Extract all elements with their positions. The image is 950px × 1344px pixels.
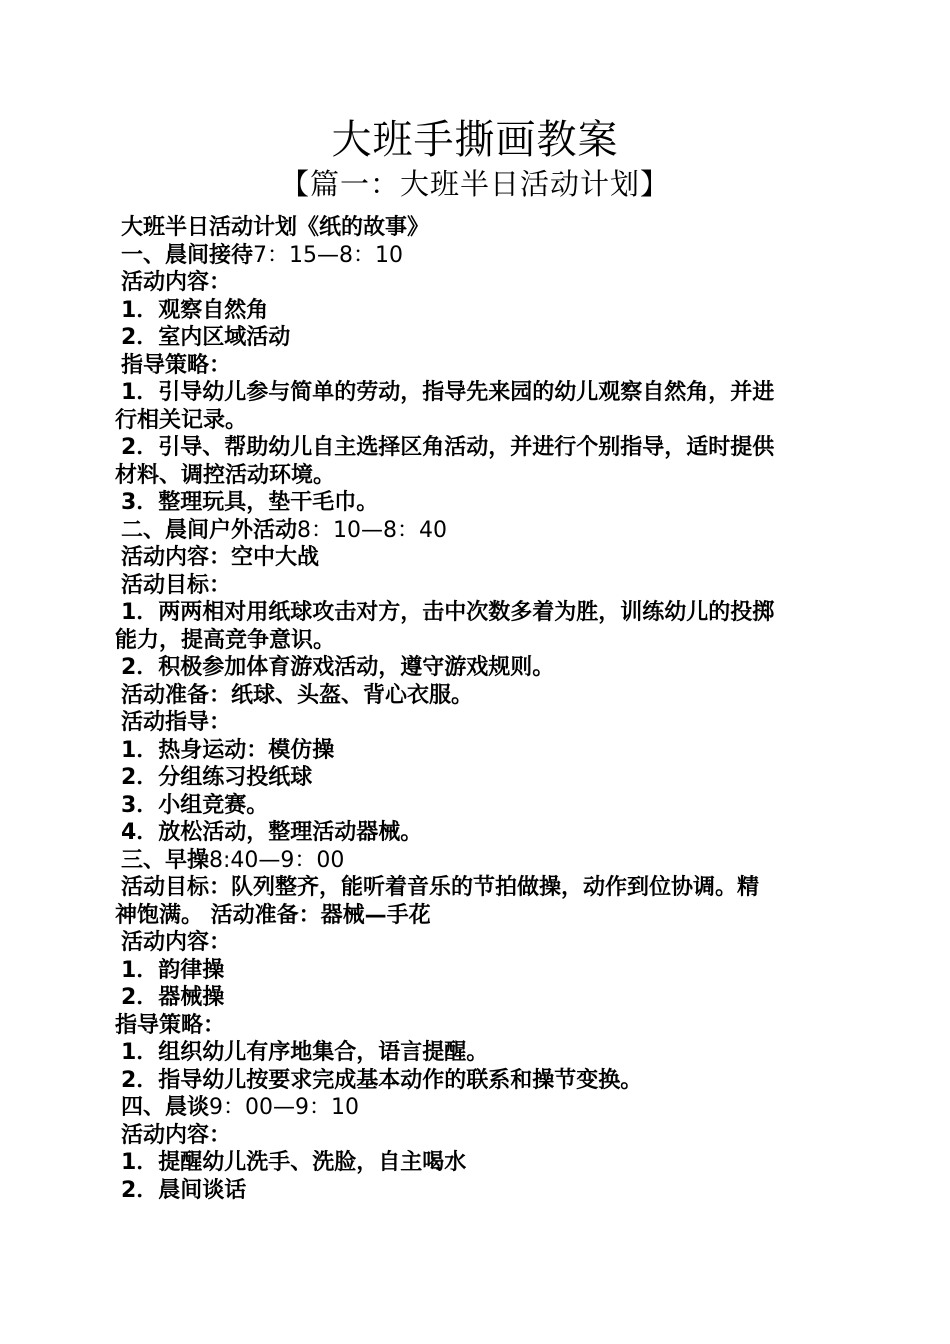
text-line	[115, 792, 835, 820]
line-text: 2．晨间谈话	[121, 1177, 247, 1203]
text-line	[115, 1177, 835, 1205]
text-line	[115, 1149, 835, 1177]
text-line	[115, 214, 835, 242]
line-text: 1．观察自然角	[121, 297, 269, 323]
line-text: 活动内容：	[121, 1122, 232, 1148]
line-text: 2．分组练习投纸球	[121, 765, 313, 790]
text-line	[115, 957, 835, 985]
text-line	[115, 1094, 835, 1122]
line-text: 活动准备：纸球、头盔、背心衣服。	[121, 682, 474, 708]
time-range: 9：00—9：10	[209, 1095, 359, 1120]
line-text: 2．引导、帮助幼儿自主选择区角活动，并进行个别指导，适时提供	[121, 435, 775, 460]
text-line	[115, 764, 835, 792]
line-text: 指导策略：	[121, 352, 232, 378]
text-line	[115, 297, 835, 325]
text-line	[115, 434, 835, 462]
text-line	[115, 1067, 835, 1095]
text-line	[115, 902, 835, 930]
line-text: 三、早操	[121, 847, 210, 873]
line-text: 1．组织幼儿有序地集合，语言提醒。	[121, 1040, 489, 1065]
text-line	[115, 242, 835, 270]
text-line	[115, 489, 835, 517]
text-line	[115, 572, 835, 600]
line-text: 3．整理玩具，垫干毛巾。	[121, 490, 379, 515]
line-text: 神饱满。 活动准备：器械—手花	[115, 902, 431, 928]
line-text: 一、晨间接待	[121, 242, 254, 268]
line-text: 2．器械操	[121, 985, 225, 1010]
line-text: 1．韵律操	[121, 957, 225, 983]
text-line	[115, 929, 835, 957]
line-text: 二、晨间户外活动	[121, 517, 298, 543]
line-text: 1．提醒幼儿洗手、洗脸，自主喝水	[121, 1150, 467, 1175]
line-text: 四、晨谈	[121, 1095, 210, 1120]
text-line	[115, 324, 835, 352]
line-text: 活动内容：	[121, 930, 232, 955]
line-text: 活动目标：	[121, 572, 232, 598]
line-text: 2．指导幼儿按要求完成基本动作的联系和操节变换。	[121, 1067, 643, 1093]
text-line	[115, 599, 835, 627]
line-text: 活动目标：队列整齐，能听着音乐的节拍做操，动作到位协调。精	[121, 875, 760, 900]
text-line	[115, 379, 835, 407]
text-line	[115, 352, 835, 380]
line-text: 材料、调控活动环境。	[115, 462, 336, 488]
text-line	[115, 1039, 835, 1067]
line-text: 活动内容：空中大战	[121, 545, 320, 570]
text-line	[115, 407, 835, 435]
document-body	[115, 214, 835, 1204]
line-text: 1．两两相对用纸球攻击对方，击中次数多着为胜，训练幼儿的投掷	[121, 600, 775, 625]
line-text: 行相关记录。	[115, 407, 248, 433]
time-range: 8:40—9：00	[209, 847, 345, 873]
document-subtitle: 【篇一：大班半日活动计划】	[279, 167, 670, 201]
text-line	[115, 654, 835, 682]
text-line	[115, 1122, 835, 1150]
line-text: 能力，提高竞争意识。	[115, 627, 336, 653]
text-line	[115, 269, 835, 297]
text-line	[115, 1012, 835, 1040]
text-line	[115, 462, 835, 490]
line-text: 大班半日活动计划《纸的故事》	[121, 215, 430, 240]
line-text: 指导策略：	[115, 1012, 226, 1038]
line-text: 3．小组竞赛。	[121, 792, 269, 818]
text-line	[115, 874, 835, 902]
time-range: 8：10—8：40	[297, 517, 447, 543]
text-line	[115, 819, 835, 847]
document-title: 大班手撕画教案	[331, 117, 619, 163]
line-text: 4．放松活动，整理活动器械。	[121, 820, 423, 845]
line-text: 2．室内区域活动	[121, 325, 291, 350]
text-line	[115, 517, 835, 545]
line-text: 活动内容：	[121, 270, 232, 295]
text-line	[115, 709, 835, 737]
text-line	[115, 737, 835, 765]
text-line	[115, 544, 835, 572]
text-line	[115, 984, 835, 1012]
text-line	[115, 627, 835, 655]
line-text: 2．积极参加体育游戏活动，遵守游戏规则。	[121, 655, 555, 680]
time-range: 7：15—8：10	[253, 242, 403, 268]
line-text: 1．热身运动：模仿操	[121, 737, 335, 763]
text-line	[115, 847, 835, 875]
line-text: 活动指导：	[121, 710, 232, 735]
text-line	[115, 682, 835, 710]
line-text: 1．引导幼儿参与简单的劳动，指导先来园的幼儿观察自然角，并进	[121, 380, 775, 405]
